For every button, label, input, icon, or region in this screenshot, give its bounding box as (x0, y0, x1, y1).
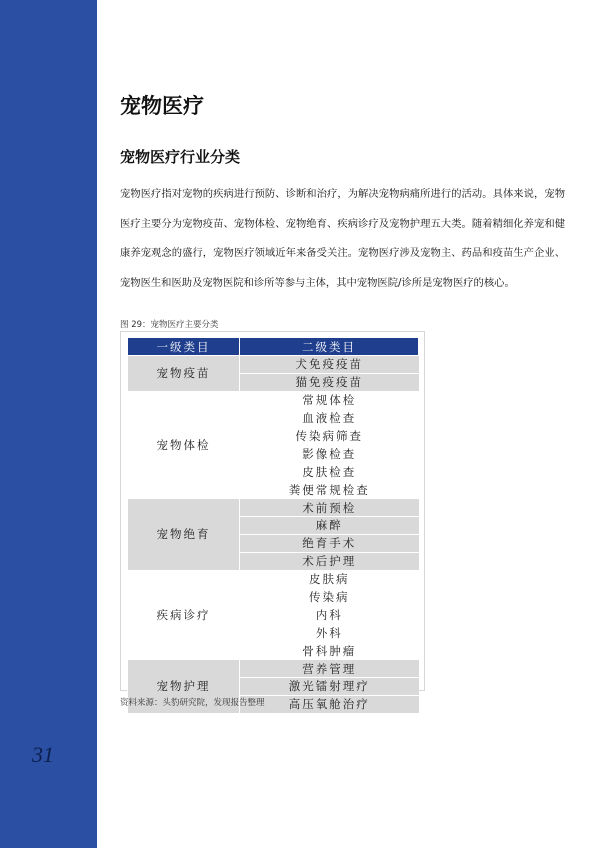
figure-caption: 图 29：宠物医疗主要分类 (120, 320, 219, 330)
subcategory-cell: 猫免疫疫苗 (240, 373, 419, 391)
sidebar-band (0, 0, 97, 848)
table-row (128, 356, 419, 374)
subcategory-cell: 外科 (240, 624, 419, 642)
subcategory-cell: 内科 (240, 606, 419, 624)
subcategory-cell: 血液检查 (240, 409, 419, 427)
subcategory-cell: 粪便常规检查 (240, 481, 419, 499)
category-cell: 疾病诊疗 (128, 570, 240, 659)
table-body (128, 356, 419, 714)
subcategory-cell: 术后护理 (240, 552, 419, 570)
header-level2: 二级类目 (240, 338, 419, 356)
table-header-row (128, 338, 419, 356)
category-cell: 宠物绝育 (128, 499, 240, 571)
subcategory-cell: 高压氧舱治疗 (240, 695, 419, 713)
subcategory-cell: 骨科肿瘤 (240, 642, 419, 660)
category-cell: 宠物体检 (128, 391, 240, 498)
header-level1: 一级类目 (128, 338, 240, 356)
subcategory-cell: 营养管理 (240, 660, 419, 678)
subcategory-cell: 犬免疫疫苗 (240, 356, 419, 374)
classification-table (127, 337, 419, 714)
subcategory-cell: 绝育手术 (240, 534, 419, 552)
source-note: 资料来源：头豹研究院，发现报告整理 (120, 698, 265, 708)
subcategory-cell: 麻醉 (240, 517, 419, 535)
subsection-title: 宠物医疗行业分类 (120, 148, 241, 166)
table-row (128, 660, 419, 678)
category-cell: 宠物护理 (128, 660, 240, 714)
page-number: 31 (32, 742, 54, 767)
subcategory-cell: 影像检查 (240, 445, 419, 463)
subcategory-cell: 常规体检 (240, 391, 419, 409)
body-paragraph: 宠物医疗指对宠物的疾病进行预防、诊断和治疗，为解决宠物病痛所进行的活动。具体来说，宠物医疗主要分为宠物疫苗、宠物体检、宠物绝育、疾病诊疗及宠物护理五大类。随着精细化养宠和健康养宠观念的盛行，宠物医疗领域近年来备受关注。宠物医疗涉及宠物主、药品和疫苗生产企业、宠物医生和医助及宠物医院和诊所等参与主体，其中宠物医院/诊所是宠物医疗的核心。 (120, 188, 565, 289)
table-row (128, 570, 419, 588)
section-title: 宠物医疗 (120, 94, 204, 118)
category-cell: 宠物疫苗 (128, 356, 240, 392)
subcategory-cell: 传染病筛查 (240, 427, 419, 445)
subcategory-cell: 皮肤病 (240, 570, 419, 588)
subcategory-cell: 传染病 (240, 588, 419, 606)
table-row (128, 499, 419, 517)
subcategory-cell: 皮肤检查 (240, 463, 419, 481)
subcategory-cell: 激光镭射理疗 (240, 678, 419, 696)
table-row (128, 391, 419, 409)
subcategory-cell: 术前预检 (240, 499, 419, 517)
